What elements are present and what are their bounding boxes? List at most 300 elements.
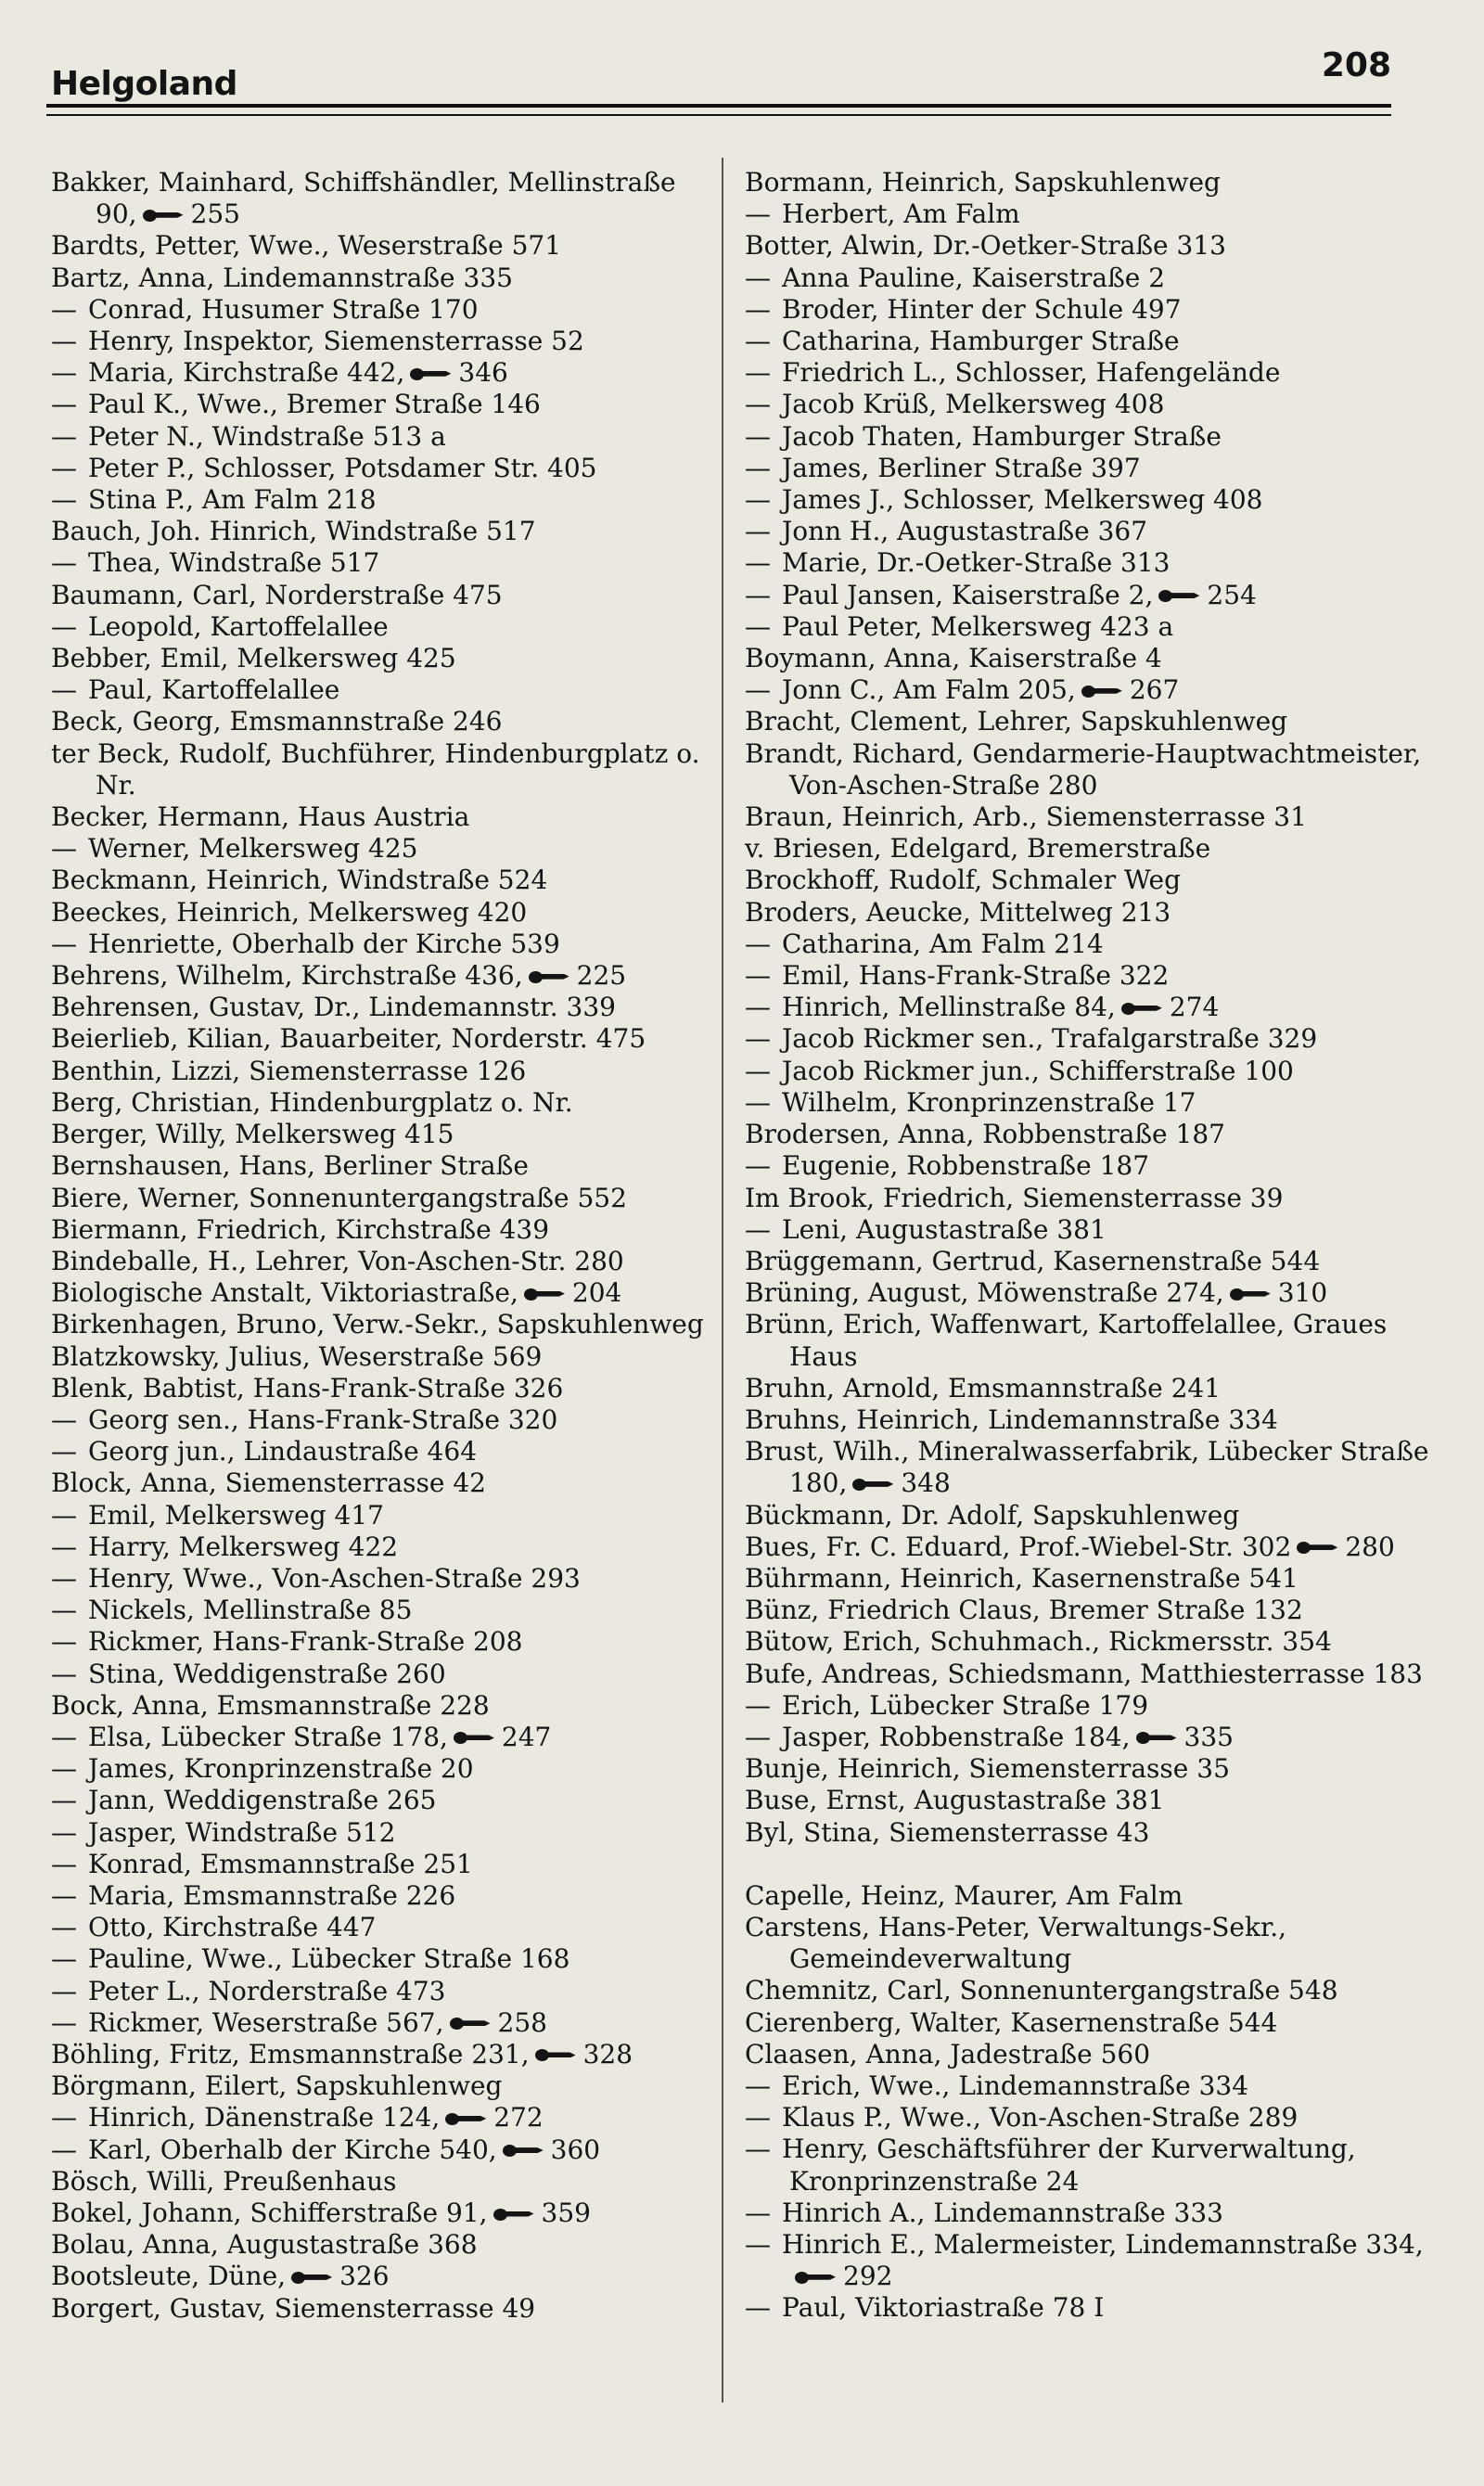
entry-text: Paul, Kartoffelallee [88, 674, 340, 706]
directory-entry [745, 357, 1450, 389]
repeat-dash: — [51, 1879, 77, 1911]
directory-entry [745, 580, 1450, 611]
entry-text: Broders, Aeucke, Mittelweg 213 [745, 896, 1171, 928]
entry-text: Stina, Weddigenstraße 260 [88, 1658, 446, 1689]
entry-text: Bauch, Joh. Hinrich, Windstraße 517 [51, 516, 536, 547]
directory-entry [51, 2102, 711, 2134]
entry-text: Bolau, Anna, Augustastraße 368 [51, 2229, 478, 2261]
repeat-dash: — [745, 484, 771, 516]
entry-text: Blenk, Babtist, Hans-Frank-Straße 326 [51, 1372, 564, 1403]
entry-text: Leni, Augustastraße 381 [782, 1213, 1107, 1245]
entry-text: Konrad, Emsmannstraße 251 [88, 1848, 473, 1879]
directory-entry [745, 1087, 1450, 1119]
entry-text: Hinrich, Dänenstraße 124, [88, 2102, 441, 2134]
directory-entry [51, 2007, 711, 2039]
entry-text: Brockhoff, Rudolf, Schmaler Weg [745, 865, 1182, 896]
directory-entry [745, 1563, 1450, 1595]
repeat-dash: — [51, 1912, 77, 1943]
phone-number: 348 [901, 1467, 951, 1499]
entry-text: Berger, Willy, Melkersweg 415 [51, 1119, 454, 1150]
directory-entry [51, 1563, 711, 1595]
phone-number: 255 [190, 199, 240, 230]
directory-entry [745, 1183, 1450, 1214]
repeat-dash: — [745, 2229, 771, 2260]
directory-entry [745, 1214, 1450, 1246]
entry-text: Bruhn, Arnold, Emsmannstraße 241 [745, 1372, 1222, 1403]
directory-entry [51, 294, 711, 326]
entry-text: Henry, Inspektor, Siemensterrasse 52 [88, 326, 584, 357]
entry-text: Erich, Lübecker Straße 179 [782, 1689, 1149, 1721]
entry-text: Maria, Kirchstraße 442, [88, 357, 405, 389]
directory-entry [51, 1246, 711, 1277]
entry-text: Emil, Hans-Frank-Straße 322 [782, 960, 1170, 992]
entry-text: Claasen, Anna, Jadestraße 560 [745, 2038, 1151, 2070]
entry-text: Birkenhagen, Bruno, Verw.-Sekr., Sapskuhlenweg [51, 1309, 704, 1340]
telephone-icon [1158, 589, 1199, 602]
entry-text: Paul Peter, Melkersweg 423 a [782, 610, 1174, 642]
phone-number: 274 [1169, 992, 1220, 1023]
directory-entry [745, 263, 1450, 294]
directory-entry [745, 389, 1450, 420]
directory-entry [51, 1626, 711, 1658]
entry-text: Henry, Wwe., Von-Aschen-Straße 293 [88, 1562, 581, 1594]
directory-entry [51, 1183, 711, 1214]
directory-entry [51, 897, 711, 929]
directory-entry [51, 167, 711, 230]
telephone-icon [535, 2048, 576, 2061]
entry-text: Eugenie, Robbenstraße 187 [782, 1150, 1150, 1182]
entry-text: Behrens, Wilhelm, Kirchstraße 436, [51, 960, 523, 992]
entry-text: Bracht, Clement, Lehrer, Sapskuhlenweg [745, 706, 1288, 737]
left-column [51, 167, 711, 2325]
directory-entry [745, 1023, 1450, 1055]
telephone-icon [410, 367, 451, 380]
directory-entry [51, 1404, 711, 1436]
repeat-dash: — [745, 2070, 771, 2101]
entry-text: Leopold, Kartoffelallee [88, 610, 389, 642]
directory-entry [51, 833, 711, 865]
entry-text: James J., Schlosser, Melkersweg 408 [782, 484, 1263, 516]
directory-entry [51, 674, 711, 706]
directory-entry [51, 547, 711, 579]
entry-text: Beck, Georg, Emsmannstraße 246 [51, 706, 503, 737]
directory-entry [51, 1531, 711, 1563]
directory-entry [51, 643, 711, 674]
telephone-icon [454, 1731, 494, 1744]
entry-text: Catharina, Am Falm 214 [782, 928, 1104, 959]
repeat-dash: — [745, 2292, 771, 2324]
repeat-dash: — [51, 610, 77, 642]
phone-number: 225 [576, 960, 627, 992]
directory-entry [51, 1023, 711, 1055]
repeat-dash: — [745, 928, 771, 959]
directory-entry [745, 738, 1450, 801]
entry-text: Otto, Kirchstraße 447 [88, 1912, 377, 1943]
repeat-dash: — [51, 674, 77, 706]
entry-text: Benthin, Lizzi, Siemensterrasse 126 [51, 1055, 527, 1086]
repeat-dash: — [51, 1658, 77, 1689]
directory-entry [51, 2134, 711, 2166]
directory-entry [51, 960, 711, 992]
repeat-dash: — [51, 1975, 77, 2006]
directory-entry [745, 453, 1450, 484]
directory-entry [745, 1912, 1450, 1975]
phone-number: 310 [1277, 1277, 1328, 1309]
repeat-dash: — [745, 1055, 771, 1086]
directory-entry [745, 1309, 1450, 1372]
entry-text: Maria, Emsmannstraße 226 [88, 1879, 456, 1911]
directory-entry [745, 516, 1450, 547]
phone-number: 335 [1183, 1721, 1234, 1752]
phone-number: 267 [1129, 674, 1180, 706]
directory-entry [745, 992, 1450, 1023]
directory-entry [745, 2198, 1450, 2229]
entry-text: Chemnitz, Carl, Sonnenuntergangstraße 548 [745, 1975, 1338, 2006]
entry-text: Jonn H., Augustastraße 367 [782, 516, 1148, 547]
entry-text: Bokel, Johann, Schifferstraße 91, [51, 2198, 488, 2228]
entry-text: Bütow, Erich, Schuhmach., Rickmersstr. 354 [745, 1626, 1332, 1658]
directory-entry [51, 1056, 711, 1087]
entry-text: Brandt, Richard, Gendarmerie-Hauptwachtmeister, Von-Aschen-Straße 280 [745, 737, 1422, 801]
entry-text: Hinrich, Mellinstraße 84, [782, 992, 1116, 1023]
telephone-icon [445, 2112, 486, 2125]
phone-number: 360 [550, 2134, 601, 2165]
directory-entry [51, 1659, 711, 1690]
entry-text: Anna Pauline, Kaiserstraße 2 [782, 262, 1166, 293]
repeat-dash: — [51, 293, 77, 325]
repeat-dash: — [51, 1626, 77, 1658]
entry-text: Blatzkowsky, Julius, Weserstraße 569 [51, 1340, 543, 1372]
entry-text: Brünn, Erich, Waffenwart, Kartoffelallee, Graues Haus [745, 1309, 1388, 1372]
telephone-icon [450, 2017, 491, 2030]
entry-text: Paul Jansen, Kaiserstraße 2, [782, 579, 1154, 610]
repeat-dash: — [745, 1689, 771, 1721]
entry-text: Biermann, Friedrich, Kirchstraße 439 [51, 1213, 550, 1245]
phone-number: 254 [1207, 579, 1257, 610]
repeat-dash: — [51, 452, 77, 483]
entry-text: James, Berliner Straße 397 [782, 452, 1141, 483]
entry-text: Georg sen., Hans-Frank-Straße 320 [88, 1403, 558, 1435]
directory-entry [51, 1785, 711, 1816]
repeat-dash: — [51, 1531, 77, 1562]
entry-text: Bernshausen, Hans, Berliner Straße [51, 1150, 529, 1182]
directory-entry [51, 2261, 711, 2292]
directory-entry [51, 484, 711, 516]
directory-entry [51, 453, 711, 484]
directory-entry [745, 421, 1450, 453]
directory-entry [51, 738, 711, 801]
entry-text: Behrensen, Gustav, Dr., Lindemannstr. 339 [51, 992, 616, 1023]
directory-entry [51, 1309, 711, 1340]
directory-entry [51, 389, 711, 420]
repeat-dash: — [745, 960, 771, 992]
repeat-dash: — [745, 2102, 771, 2134]
entry-text: Jasper, Windstraße 512 [88, 1816, 396, 1848]
entry-text: Erich, Wwe., Lindemannstraße 334 [782, 2070, 1249, 2101]
directory-entry [745, 706, 1450, 737]
directory-entry [745, 1500, 1450, 1531]
entry-text: Bührmann, Heinrich, Kasernenstraße 541 [745, 1562, 1298, 1594]
entry-text: Börgmann, Eilert, Sapskuhlenweg [51, 2070, 503, 2102]
repeat-dash: — [745, 1150, 771, 1182]
entry-text: Henriette, Oberhalb der Kirche 539 [88, 928, 560, 959]
entry-text: Conrad, Husumer Straße 170 [88, 293, 479, 325]
directory-entry [745, 865, 1450, 896]
phone-number: 359 [541, 2198, 591, 2228]
directory-entry [51, 1849, 711, 1880]
directory-entry [51, 1214, 711, 1246]
repeat-dash: — [745, 199, 771, 230]
repeat-dash: — [745, 2134, 771, 2165]
entry-text: Wilhelm, Kronprinzenstraße 17 [782, 1086, 1196, 1118]
entry-text: Jasper, Robbenstraße 184, [782, 1721, 1131, 1752]
telephone-icon [852, 1478, 893, 1491]
directory-entry [745, 547, 1450, 579]
directory-entry [745, 833, 1450, 865]
directory-entry [745, 1531, 1450, 1563]
repeat-dash: — [745, 516, 771, 547]
repeat-dash: — [51, 2006, 77, 2038]
directory-entry [51, 421, 711, 453]
entry-text: Friedrich L., Schlosser, Hafengelände [782, 357, 1281, 389]
directory-entry [745, 1595, 1450, 1626]
repeat-dash: — [51, 1499, 77, 1531]
directory-entry [51, 1595, 711, 1626]
directory-entry [745, 2229, 1450, 2292]
repeat-dash: — [51, 389, 77, 420]
entry-text: Peter N., Windstraße 513 a [88, 420, 446, 452]
directory-entry [51, 1880, 711, 1912]
entry-text: Bues, Fr. C. Eduard, Prof.-Wiebel-Str. 302 [745, 1531, 1292, 1562]
telephone-icon [1081, 685, 1122, 698]
telephone-icon [503, 2144, 544, 2157]
directory-entry [51, 580, 711, 611]
entry-text: Borgert, Gustav, Siemensterrasse 49 [51, 2292, 536, 2324]
directory-entry [51, 992, 711, 1023]
entry-text: Bindeballe, H., Lehrer, Von-Aschen-Str. 280 [51, 1245, 624, 1276]
entry-text: Bakker, Mainhard, Schiffshändler, Mellinstraße 90, [51, 167, 676, 230]
telephone-icon [1297, 1541, 1337, 1554]
telephone-icon [795, 2271, 836, 2284]
directory-entry [51, 516, 711, 547]
repeat-dash: — [51, 1943, 77, 1975]
entry-text: Stina P., Am Falm 218 [88, 484, 377, 516]
repeat-dash: — [51, 357, 77, 389]
repeat-dash: — [745, 1023, 771, 1055]
directory-entry [51, 1087, 711, 1119]
entry-text: Bootsleute, Düne, [51, 2261, 287, 2292]
entry-text: Buse, Ernst, Augustastraße 381 [745, 1785, 1165, 1816]
directory-entry [51, 1976, 711, 2007]
page-header-place: Helgoland [51, 65, 237, 103]
repeat-dash: — [745, 2197, 771, 2228]
header-rule-thin [46, 114, 1391, 116]
entry-text: Bardts, Petter, Wwe., Weserstraße 571 [51, 230, 562, 262]
repeat-dash: — [51, 326, 77, 357]
entry-text: Baumann, Carl, Norderstraße 475 [51, 579, 503, 610]
entry-text: Elsa, Lübecker Straße 178, [88, 1721, 448, 1752]
entry-text: Bormann, Heinrich, Sapskuhlenweg [745, 167, 1221, 198]
directory-entry [51, 2039, 711, 2070]
repeat-dash: — [745, 389, 771, 420]
directory-entry [745, 1436, 1450, 1499]
directory-entry [745, 484, 1450, 516]
entry-text: Paul K., Wwe., Bremer Straße 146 [88, 389, 541, 420]
phone-number: 292 [843, 2261, 893, 2292]
entry-text: Brüggemann, Gertrud, Kasernenstraße 544 [745, 1245, 1321, 1276]
entry-text: Byl, Stina, Siemensterrasse 43 [745, 1816, 1150, 1848]
directory-entry [51, 2293, 711, 2325]
repeat-dash: — [745, 610, 771, 642]
repeat-dash: — [51, 1721, 77, 1752]
repeat-dash: — [51, 1848, 77, 1879]
entry-text: Bösch, Willi, Preußenhaus [51, 2165, 397, 2197]
entry-text: Braun, Heinrich, Arb., Siemensterrasse 31 [745, 801, 1307, 833]
directory-entry [51, 2070, 711, 2102]
directory-entry [745, 1626, 1450, 1658]
repeat-dash: — [745, 1086, 771, 1118]
directory-entry [745, 1119, 1450, 1150]
phone-number: 204 [571, 1277, 622, 1309]
directory-entry [51, 2198, 711, 2229]
entry-text: Rickmer, Weserstraße 567, [88, 2006, 444, 2038]
directory-entry [745, 167, 1450, 199]
entry-text: Emil, Melkersweg 417 [88, 1499, 384, 1531]
directory-entry [745, 294, 1450, 326]
entry-text: Hinrich A., Lindemannstraße 333 [782, 2197, 1223, 2228]
repeat-dash: — [745, 992, 771, 1023]
entry-text: Brust, Wilh., Mineralwasserfabrik, Lübecker Straße 180, [745, 1436, 1429, 1499]
repeat-dash: — [51, 1403, 77, 1435]
directory-entry [745, 2070, 1450, 2102]
entry-text: Henry, Geschäftsführer der Kurverwaltung, Kronprinzenstraße 24 [782, 2134, 1356, 2197]
entry-text: Bunje, Heinrich, Siemensterrasse 35 [745, 1753, 1230, 1785]
entry-text: Bebber, Emil, Melkersweg 425 [51, 643, 456, 674]
repeat-dash: — [745, 579, 771, 610]
telephone-icon [493, 2208, 534, 2221]
entry-text: Im Brook, Friedrich, Siemensterrasse 39 [745, 1182, 1284, 1213]
directory-entry [745, 643, 1450, 674]
entry-text: Jacob Thaten, Hamburger Straße [782, 420, 1222, 452]
repeat-dash: — [745, 262, 771, 293]
directory-entry [745, 2102, 1450, 2134]
repeat-dash: — [745, 547, 771, 579]
directory-entry [51, 1943, 711, 1975]
entry-text: Boymann, Anna, Kaiserstraße 4 [745, 643, 1162, 674]
entry-text: Bückmann, Dr. Adolf, Sapskuhlenweg [745, 1499, 1240, 1531]
column-divider [722, 158, 723, 2403]
repeat-dash: — [51, 1595, 77, 1626]
entry-text: Jacob Rickmer jun., Schifferstraße 100 [782, 1055, 1294, 1086]
entry-text: Nickels, Mellinstraße 85 [88, 1595, 413, 1626]
repeat-dash: — [51, 1816, 77, 1848]
directory-entry [745, 1150, 1450, 1182]
directory-entry [745, 1404, 1450, 1436]
entry-text: Beckmann, Heinrich, Windstraße 524 [51, 865, 548, 896]
entry-text: v. Briesen, Edelgard, Bremerstraße [745, 833, 1211, 865]
repeat-dash: — [745, 1213, 771, 1245]
directory-entry [51, 1722, 711, 1753]
directory-entry [745, 1246, 1450, 1277]
entry-text: Karl, Oberhalb der Kirche 540, [88, 2134, 497, 2165]
phone-number: 280 [1345, 1531, 1395, 1562]
directory-entry [745, 1975, 1450, 2006]
directory-entry [745, 611, 1450, 643]
directory-entry [51, 230, 711, 262]
telephone-icon [529, 970, 569, 983]
directory-entry [51, 1436, 711, 1467]
directory-entry [51, 801, 711, 833]
repeat-dash: — [745, 326, 771, 357]
entry-text: Peter P., Schlosser, Potsdamer Str. 405 [88, 452, 597, 483]
entry-text: Marie, Dr.-Oetker-Straße 313 [782, 547, 1171, 579]
directory-entry [51, 2166, 711, 2198]
entry-text: Beeckes, Heinrich, Melkersweg 420 [51, 896, 528, 928]
repeat-dash: — [51, 420, 77, 452]
directory-entry [745, 326, 1450, 357]
directory-entry [745, 1817, 1450, 1849]
directory-entry [745, 1690, 1450, 1722]
entry-text: Jacob Krüß, Melkersweg 408 [782, 389, 1165, 420]
entry-text: Becker, Hermann, Haus Austria [51, 801, 470, 833]
directory-entry [745, 1659, 1450, 1690]
telephone-icon [1136, 1731, 1177, 1744]
directory-entry [745, 1056, 1450, 1087]
repeat-dash: — [51, 833, 77, 865]
directory-entry [51, 929, 711, 960]
entry-text: Bartz, Anna, Lindemannstraße 335 [51, 262, 513, 293]
repeat-dash: — [745, 452, 771, 483]
phone-number: 272 [493, 2102, 544, 2134]
directory-entry [745, 1753, 1450, 1785]
directory-entry [745, 1880, 1450, 1912]
entry-text: Paul, Viktoriastraße 78 I [782, 2292, 1105, 2324]
directory-entry [51, 263, 711, 294]
repeat-dash: — [745, 674, 771, 706]
directory-entry [745, 2039, 1450, 2070]
entry-text: Carstens, Hans-Peter, Verwaltungs-Sekr., Gemeindeverwaltung [745, 1911, 1287, 1975]
directory-entry [745, 1277, 1450, 1309]
phone-number: 346 [458, 357, 508, 389]
directory-entry [745, 801, 1450, 833]
directory-entry [745, 2007, 1450, 2039]
repeat-dash: — [51, 547, 77, 579]
directory-entry [745, 2134, 1450, 2197]
directory-entry [745, 2292, 1450, 2324]
entry-text: Biere, Werner, Sonnenuntergangstraße 552 [51, 1182, 627, 1213]
entry-text: Catharina, Hamburger Straße [782, 326, 1180, 357]
phone-number: 258 [497, 2006, 547, 2038]
repeat-dash: — [51, 1436, 77, 1467]
directory-entry [51, 1500, 711, 1531]
telephone-icon [524, 1288, 565, 1301]
entry-text: Pauline, Wwe., Lübecker Straße 168 [88, 1943, 570, 1975]
repeat-dash: — [51, 2102, 77, 2134]
directory-entry [51, 1119, 711, 1150]
directory-entry [51, 1467, 711, 1499]
entry-text: Bufe, Andreas, Schiedsmann, Matthiesterrasse 183 [745, 1658, 1423, 1689]
entry-text: Bruhns, Heinrich, Lindemannstraße 334 [745, 1403, 1278, 1435]
directory-entry [51, 1912, 711, 1943]
directory-entry [51, 1341, 711, 1373]
directory-entry [51, 1690, 711, 1722]
entry-text: Jann, Weddigenstraße 265 [88, 1785, 437, 1816]
telephone-icon [291, 2271, 332, 2284]
repeat-dash: — [51, 1785, 77, 1816]
directory-entry [745, 1785, 1450, 1816]
directory-entry [51, 1373, 711, 1404]
entry-text: Werner, Melkersweg 425 [88, 833, 418, 865]
